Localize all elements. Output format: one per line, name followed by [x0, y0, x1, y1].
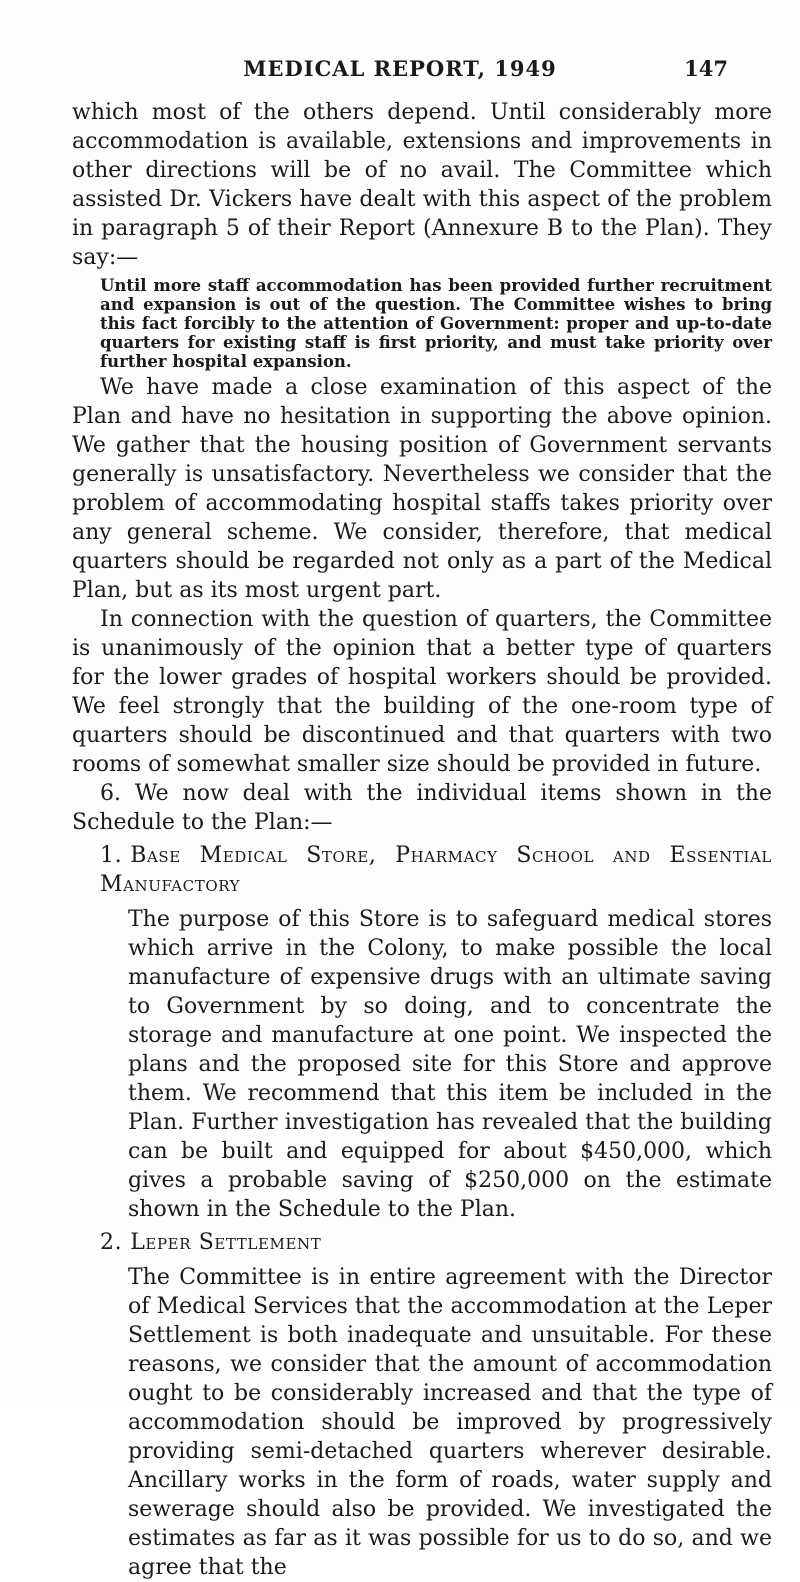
paragraph: In connection with the question of quarters, the Committee is unanimously of the opinion that a better type of quarters for the lower grades of hospital workers should be provided. We feel strongly that the building of the one-room type of quarters should be discontinued and that quarters with two rooms of somewhat smaller size should be provided in future. [72, 607, 772, 777]
paragraph-continuation: which most of the others depend. Until considerably more accommodation is available, extensions and improvements in other directions will be of no avail. The Committee which assisted Dr. Vickers have dealt with this aspect of the problem in paragraph 5 of their Report (Annexure B to the Plan). They say:— [72, 100, 772, 270]
item-number: 1. [100, 843, 123, 868]
item-title: Base Medical Store, Pharmacy School and Essential Manufactory [100, 843, 772, 897]
block-quote: Until more staff accommodation has been provided further recruitment and expansion is out of the question. The Committee wishes to bring this fact forcibly to the attention of Government: proper and up-to-date quarters for existing staff is first priority, and must take priority over further hospital expansion. [100, 276, 772, 371]
item-title: Leper Settlement [130, 1230, 322, 1255]
item-number: 2. [100, 1230, 123, 1255]
page-number: 147 [684, 56, 728, 81]
running-header [0, 56, 800, 86]
header-title: MEDICAL REPORT, 1949 [243, 56, 557, 81]
item-heading [100, 841, 772, 899]
paragraph-numbered: 6. We now deal with the individual items shown in the Schedule to the Plan:— [72, 781, 772, 835]
item-heading [100, 1228, 772, 1257]
item-body: The Committee is in entire agreement with the Director of Medical Services that the accommodation at the Leper Settlement is both inadequate and unsuitable. For these reasons, we consider that the amount of accommodation ought to be considerably increased and that the type of accommodation should be improved by progressively providing semi-detached quarters wherever desirable. Ancillary works in the form of roads, water supply and sewerage should also be provided. We investigated the estimates as far as it was possible for us to do so, and we agree that the [128, 1265, 772, 1580]
paragraph: We have made a close examination of this aspect of the Plan and have no hesitation in supporting the above opinion. We gather that the housing position of Government servants generally is unsatisfactory. Nevertheless we consider that the problem of accommodating hospital staffs takes priority over any general scheme. We consider, therefore, that medical quarters should be regarded not only as a part of the Medical Plan, but as its most urgent part. [72, 375, 772, 603]
body-text [72, 98, 772, 1582]
item-body: The purpose of this Store is to safeguard medical stores which arrive in the Colony, to make possible the local manufacture of expensive drugs with an ultimate saving to Government by so doing, and to concentrate the storage and manufacture at one point. We inspected the plans and the proposed site for this Store and approve them. We recommend that this item be included in the Plan. Further investigation has revealed that the building can be built and equipped for about $450,000, which gives a probable saving of $250,000 on the estimate shown in the Schedule to the Plan. [128, 907, 772, 1222]
